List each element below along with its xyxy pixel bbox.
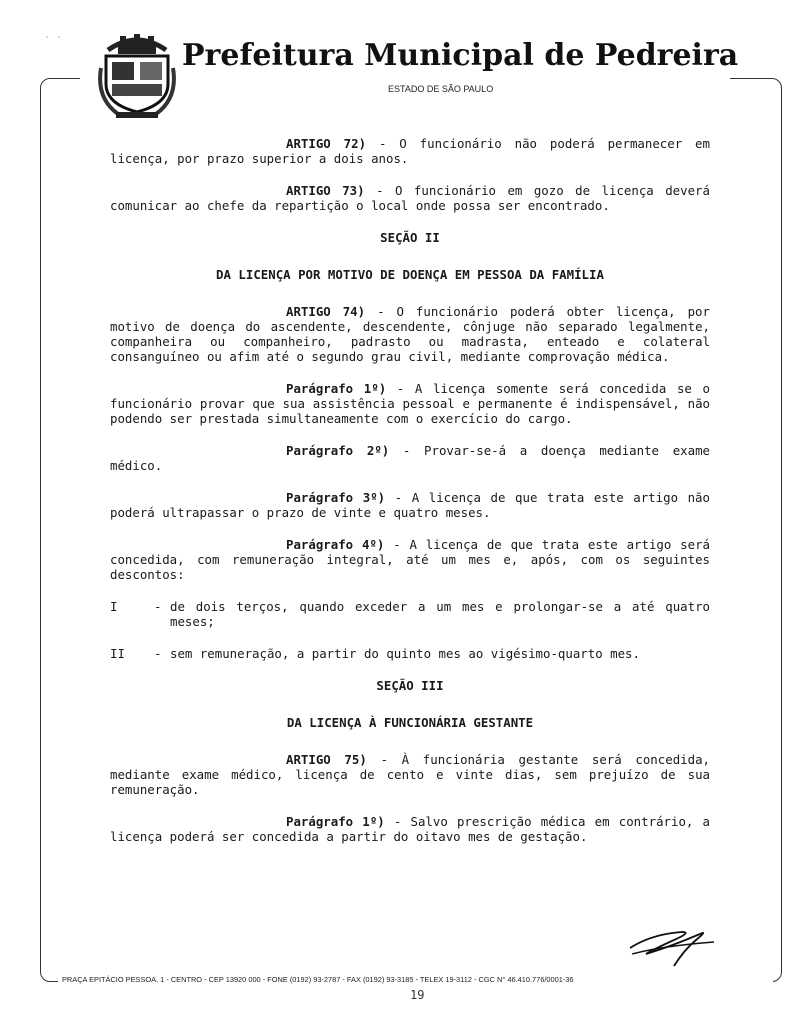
- footer-address: PRAÇA EPITÁCIO PESSOA, 1 - CENTRO - CEP 13920 000 - FONE (0192) 93-2787 - FAX (0192) 93-3185 - TELEX 19-3112 - CGC N° 46.410.776/0001-36: [62, 975, 574, 984]
- page-subtitle: ESTADO DE SÃO PAULO: [388, 84, 494, 94]
- page-title: Prefeitura Municipal de Pedreira: [182, 38, 739, 73]
- section-title: SEÇÃO III: [376, 678, 444, 693]
- paragrafo-1: Parágrafo 1º) - A licença somente será concedida se o funcionário provar que sua assistência pessoal e permanente é indispensável, não podendo ser prestada simultaneamente com o exercício do cargo.: [110, 381, 710, 426]
- scan-artifact: ˙ ˙: [44, 36, 63, 47]
- paragrafo-1-gestante: Parágrafo 1º) - Salvo prescrição médica em contrário, a licença poderá ser concedida a partir do oitavo mes de gestação.: [110, 814, 710, 844]
- list-item: I - de dois terços, quando exceder a um mes e prolongar-se a até quatro meses;: [110, 599, 710, 629]
- list-item: II - sem remuneração, a partir do quinto mes ao vigésimo-quarto mes.: [110, 646, 640, 661]
- artigo-74: ARTIGO 74) - O funcionário poderá obter licença, por motivo de doença do ascendente, descendente, cônjuge não separado legalmente, companheira ou companheiro, padrasto ou madrasta, enteado e colateral consanguíneo ou afim até o segundo grau civil, mediante comprovação médica.: [110, 304, 710, 364]
- section-subtitle: DA LICENÇA POR MOTIVO DE DOENÇA EM PESSOA DA FAMÍLIA: [216, 267, 604, 282]
- municipal-crest-icon: [98, 28, 176, 120]
- paragrafo-4: Parágrafo 4º) - A licença de que trata este artigo será concedida, com remuneração integral, até um mes e, após, com os seguintes descontos:: [110, 537, 711, 582]
- page-number: 19: [410, 988, 425, 1002]
- paragrafo-2: Parágrafo 2º) - Provar-se-á a doença mediante exame médico.: [110, 443, 710, 473]
- artigo-72: ARTIGO 72) - O funcionário não poderá permanecer em licença, por prazo superior a dois anos.: [110, 136, 710, 166]
- document-body: [110, 136, 710, 861]
- section-subtitle: DA LICENÇA À FUNCIONÁRIA GESTANTE: [286, 715, 534, 730]
- signature-icon: [622, 920, 722, 970]
- section-title: SEÇÃO II: [380, 230, 440, 245]
- artigo-73: ARTIGO 73) - O funcionário em gozo de licença deverá comunicar ao chefe da repartição o local onde possa ser encontrado.: [110, 183, 710, 213]
- artigo-75: ARTIGO 75) - À funcionária gestante será concedida, mediante exame médico, licença de cento e vinte dias, sem prejuízo de sua remuneração.: [110, 752, 710, 797]
- paragrafo-3: Parágrafo 3º) - A licença de que trata este artigo não poderá ultrapassar o prazo de vinte e quatro meses.: [110, 490, 710, 520]
